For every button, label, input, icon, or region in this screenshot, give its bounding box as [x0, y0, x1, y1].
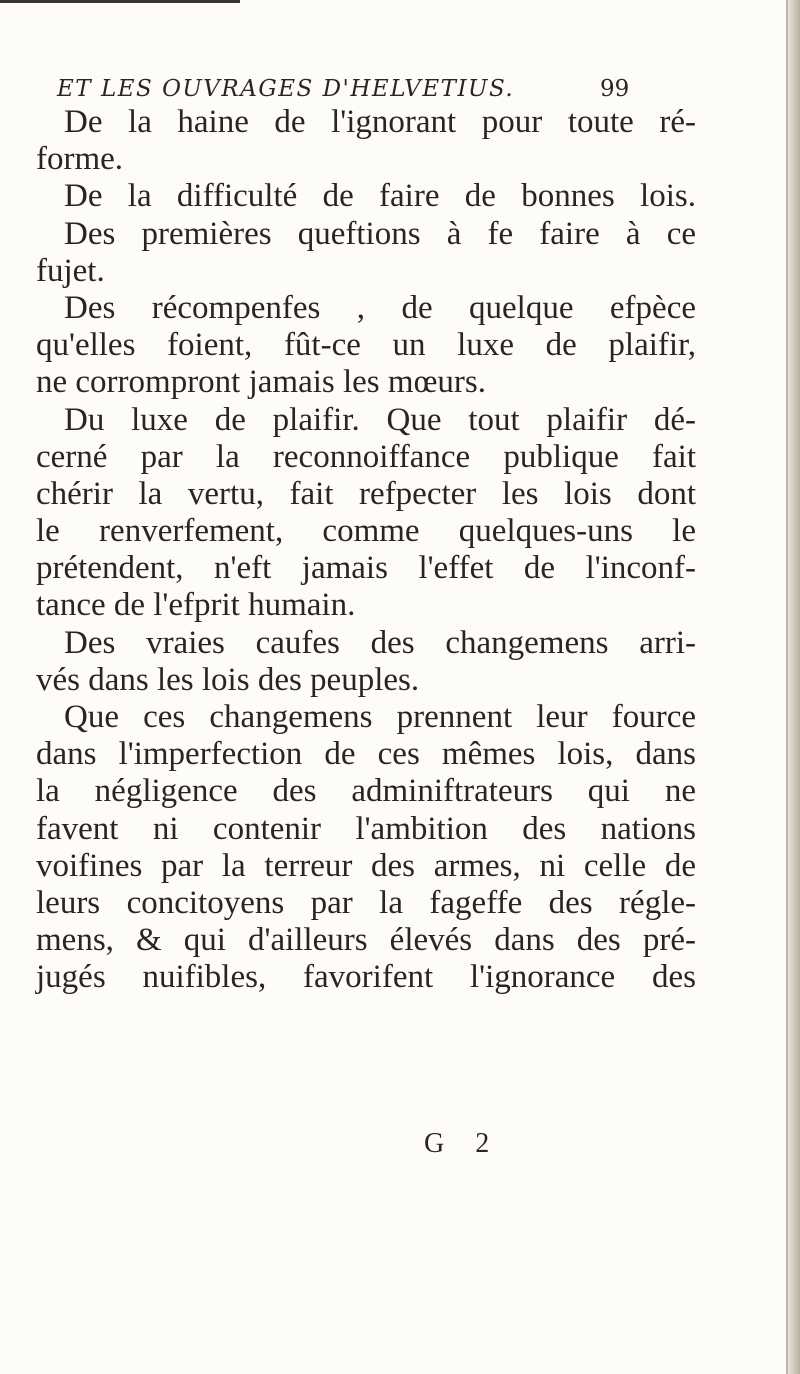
text-line: Des premières queftions à fe faire à ce — [64, 215, 696, 252]
text-line: De la haine de l'ignorant pour toute ré- — [64, 104, 696, 140]
text-line: De la difficulté de faire de bonnes lois. — [64, 178, 696, 215]
text-line: leurs concitoyens par la fageffe des régle- — [36, 884, 696, 921]
text-line: Des récompenfes , de quelque efpèce — [64, 289, 696, 326]
text-line: la négligence des adminiftrateurs qui ne — [36, 773, 696, 810]
text-line: vés dans les lois des peuples. — [36, 661, 420, 698]
running-head: ET LES OUVRAGES D'HELVETIUS. — [57, 76, 515, 102]
text-line: Du luxe de plaifir. Que tout plaifir dé- — [64, 401, 696, 438]
text-line: qu'elles foient, fût-ce un luxe de plaifir, — [36, 327, 696, 364]
text-line: tance de l'efprit humain. — [36, 587, 356, 624]
text-line: forme. — [36, 141, 124, 178]
text-line: chérir la vertu, fait refpecter les lois dont — [36, 475, 696, 512]
body-text — [36, 104, 696, 997]
text-line: voifines par la terreur des armes, ni celle de — [36, 847, 696, 884]
text-line: Des vraies caufes des changemens arri- — [64, 624, 696, 661]
page-edge-shadow — [786, 0, 800, 1374]
text-line: Que ces changemens prennent leur fource — [64, 699, 696, 735]
text-line: fujet. — [36, 252, 105, 289]
text-line: jugés nuifibles, favorifent l'ignorance des — [36, 959, 696, 996]
page-number: 99 — [600, 76, 630, 102]
text-line: favent ni contenir l'ambition des nations — [36, 810, 696, 847]
text-line: dans l'imperfection de ces mêmes lois, dans — [36, 736, 696, 773]
signature-mark: G 2 — [424, 1128, 502, 1159]
text-line: cerné par la reconnoiffance publique fait — [36, 438, 696, 475]
text-line: le renverfement, comme quelques-uns le — [36, 513, 696, 550]
top-rule — [0, 0, 240, 3]
text-line: ne corrompront jamais les mœurs. — [36, 364, 486, 401]
page-edge-line — [786, 0, 788, 1374]
text-line: prétendent, n'eft jamais l'effet de l'inconf- — [36, 550, 696, 587]
text-line: mens, & qui d'ailleurs élevés dans des pré- — [36, 922, 696, 959]
